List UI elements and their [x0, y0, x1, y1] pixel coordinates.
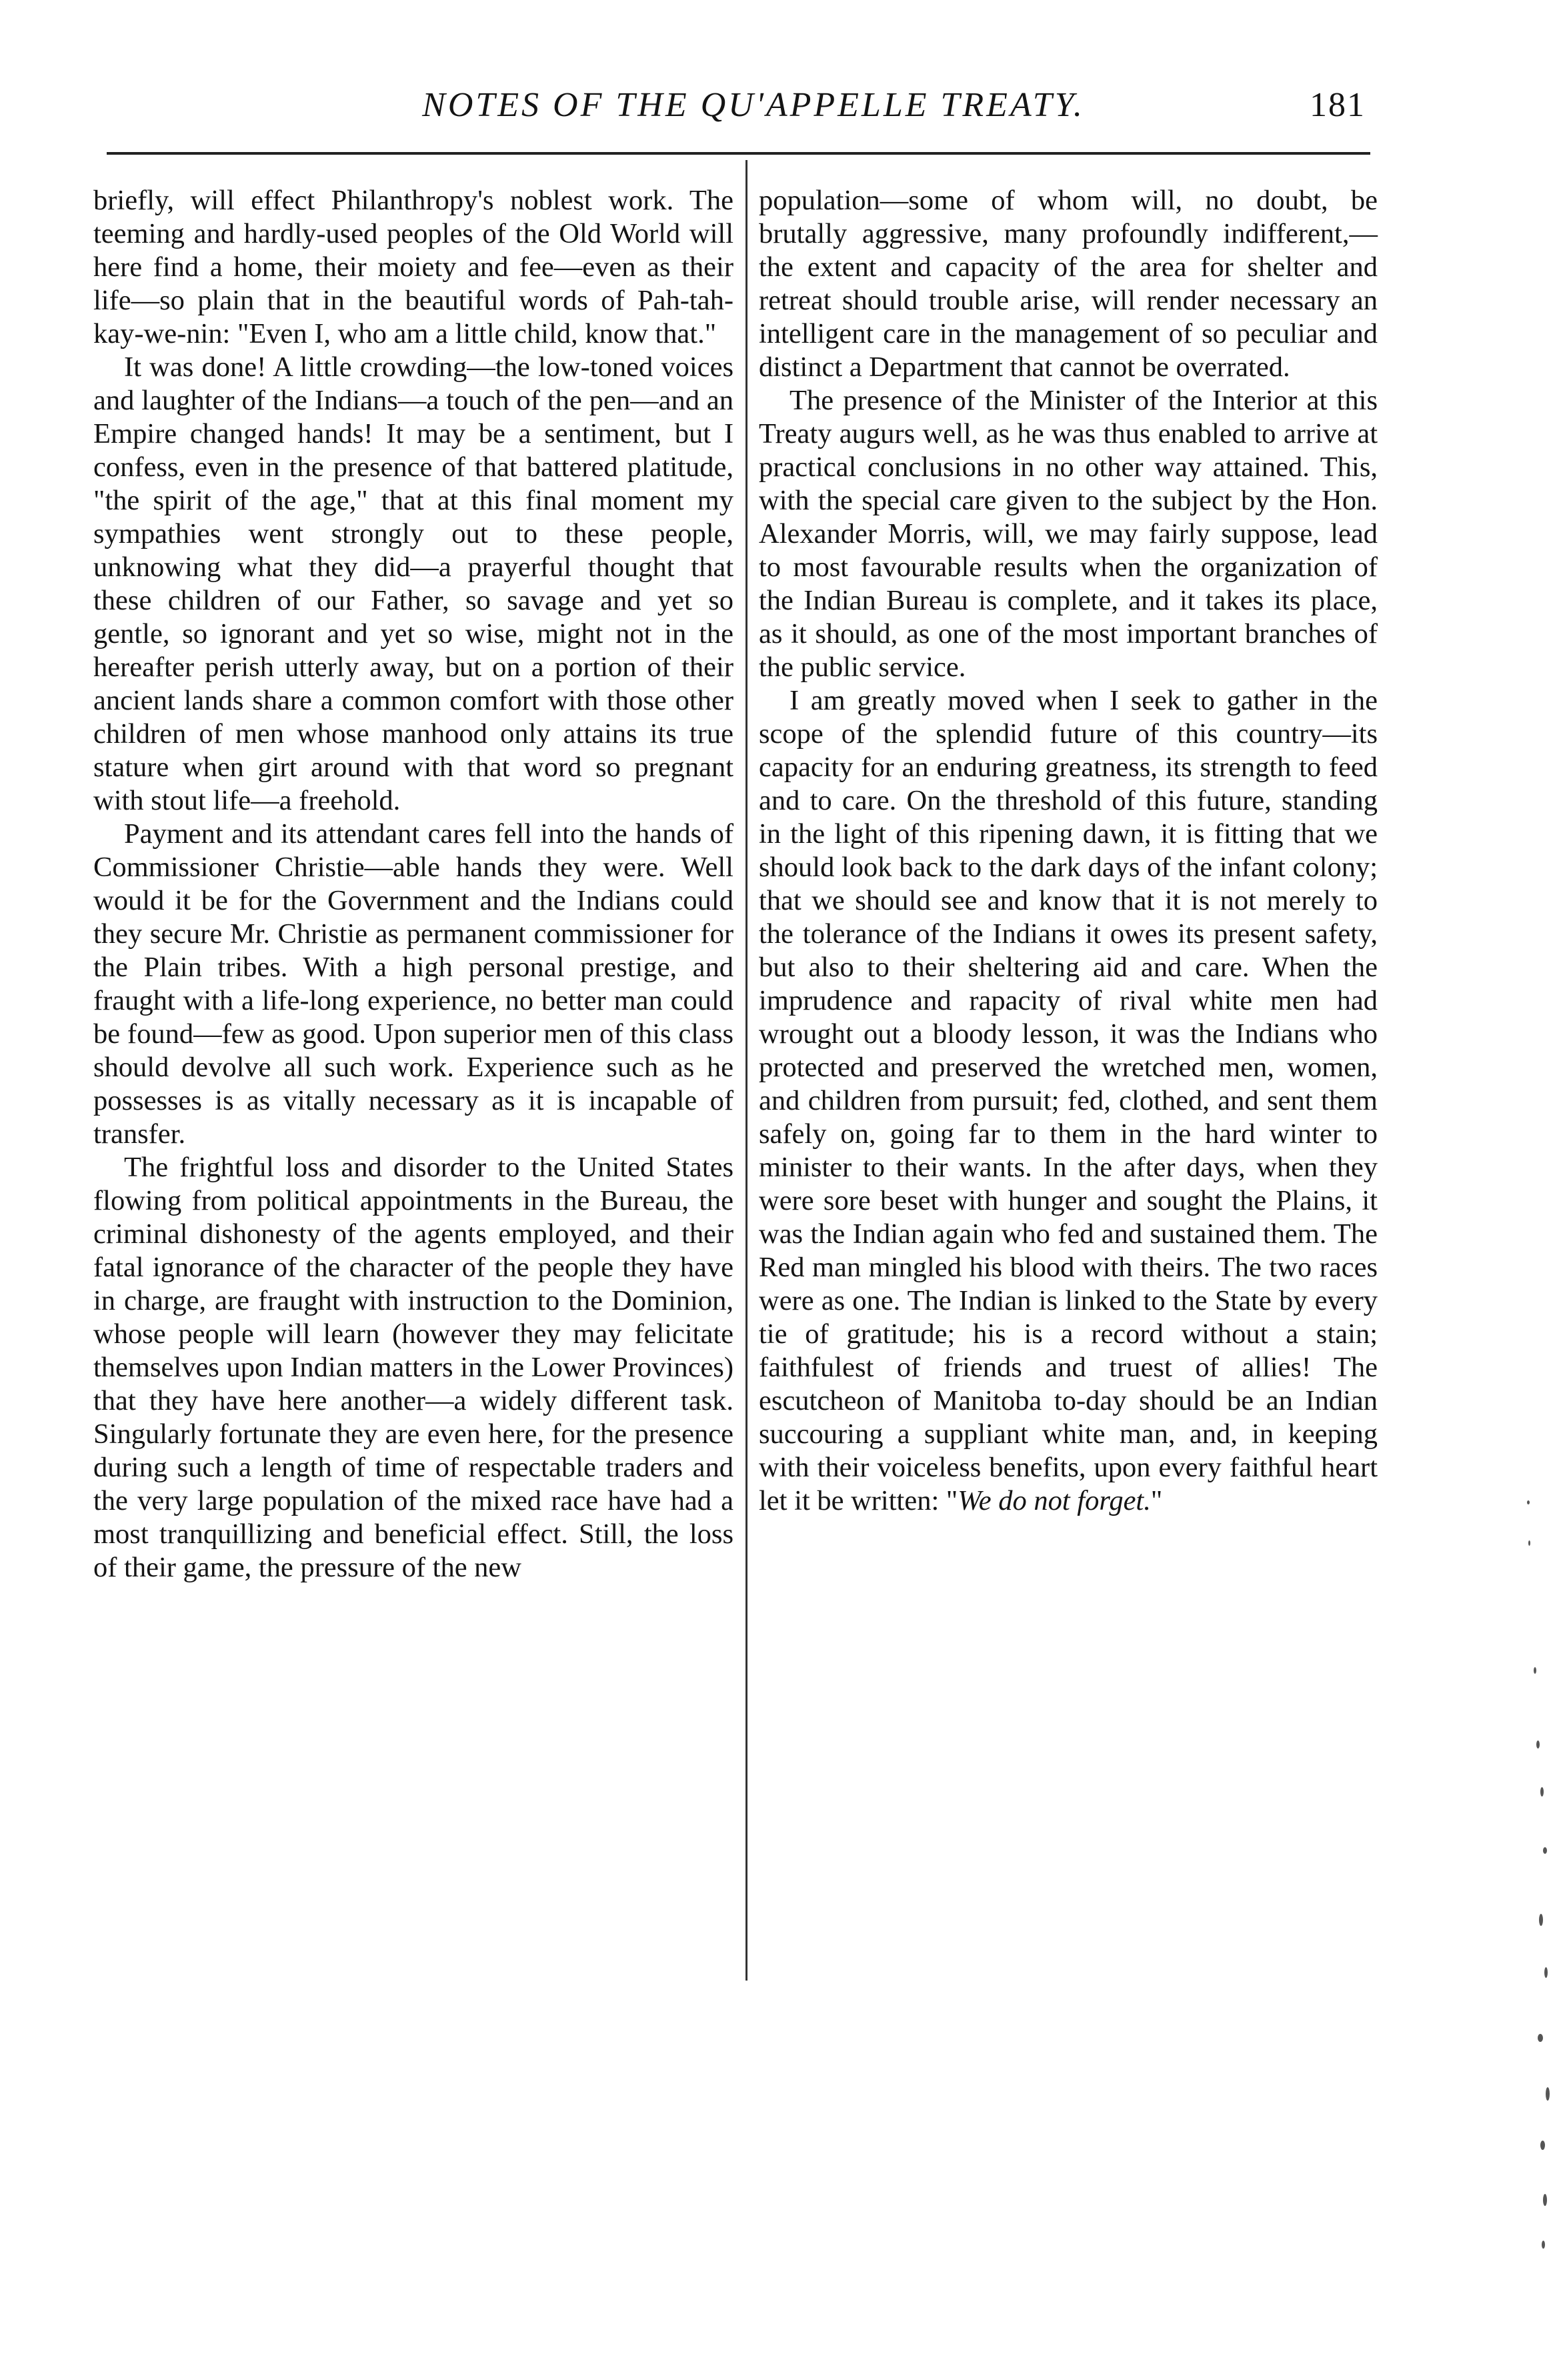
paragraph: It was done! A little crowding—the low-toned voices and laughter of the Indians—a touch of the pen—and an Empire changed hands! It may be a sentiment, but I confess, even in the presence of that battered platitude, "the spirit of the age," that at this final moment my sympathies went strongly out to these people, unknowing what they did—a prayerful thought that these children of our Father, so savage and yet so gentle, so ignorant and yet so wise, might not in the hereafter perish utterly away, but on a portion of their ancient lands share a common comfort with those other children of men whose manhood only attains its true stature when girt around with that word so pregnant with stout life—a freehold.: [93, 351, 733, 816]
speck: [1540, 1787, 1544, 1797]
paragraph: The frightful loss and disorder to the United States flowing from political appointments in the Bureau, the criminal dishonesty of the agents employed, and their fatal ignorance of the character of the people they have in charge, are fraught with instruction to the Dominion, whose people will learn (however they may felicitate themselves upon Indian matters in the Lower Provinces) that they have here another—a widely different task. Singularly fortunate they are even here, for the presence during such a length of time of respectable traders and the very large population of the mixed race have had a most tranquillizing and beneficial effect. Still, the loss of their game, the pressure of the new: [93, 1152, 733, 1583]
paragraph: The presence of the Minister of the Interior at this Treaty augurs well, as he was thus enabled to arrive at practical conclusions in no other way attained. This, with the special care given to the subject by the Hon. Alexander Morris, will, we may fairly suppose, lead to most favourable results when the organization of the Indian Bureau is complete, and it takes its place, as it should, as one of the most important branches of the public service.: [759, 385, 1378, 683]
header-rule: [107, 152, 1370, 155]
paragraph-text: I am greatly moved when I seek to gather in the scope of the splendid future of this country—its capacity for an enduring greatness, its strength to feed and to care. On the threshold of this future, standing in the light of this ripening dawn, it is fitting that we should look back to the dark days of the infant colony; that we should see and know that it is not merely to the tolerance of the Indians it owes its present safety, but also to their sheltering aid and care. When the imprudence and rapacity of rival white men had wrought out a bloody lesson, it was the Indians who protected and preserved the wretched men, women, and children from pursuit; fed, clothed, and sent them safely on, going far to them in the hard winter to minister to their wants. In the after days, when they were sore beset with hunger and sought the Plains, it was the Indian again who fed and sustained them. The Red man mingled his blood with theirs. The two races were as one. The Indian is linked to the State by every tie of gratitude; his is a record without a stain; faithfulest of friends and truest of allies! The escutcheon of Manitoba to-day should be an Indian succouring a suppliant white man, and, in keeping with their voiceless benefits, upon every faithful heart let it be written: ": [759, 685, 1378, 1516]
speck: [1536, 1740, 1540, 1748]
speck: [1543, 1847, 1547, 1854]
paragraph-final: [759, 684, 1378, 1518]
closing-quote-mark: ": [1150, 1485, 1163, 1516]
speck: [1539, 1914, 1543, 1926]
speck: [1544, 1967, 1548, 1978]
speck: [1528, 1540, 1530, 1546]
speck: [1540, 2141, 1545, 2150]
closing-quote: We do not forget.: [958, 1485, 1151, 1516]
left-column: [93, 184, 733, 1584]
paragraph: briefly, will effect Philanthropy's noblest work. The teeming and hardly-used peoples of the Old World will here find a home, their moiety and fee—even as their life—so plain that in the beautiful words of Pah-tah-kay-we-nin: "Even I, who am a little child, know that.": [93, 185, 733, 349]
paragraph: Payment and its attendant cares fell into the hands of Commissioner Christie—able hands they were. Well would it be for the Government and the Indians could they secure Mr. Christie as permanent commissioner for the Plain tribes. With a high personal prestige, and fraught with a life-long experience, no better man could be found—few as good. Upon superior men of this class should devolve all such work. Experience such as he possesses is as vitally necessary as it is incapable of transfer.: [93, 818, 733, 1150]
speck: [1543, 2194, 1547, 2206]
speck: [1527, 1500, 1530, 1504]
speck: [1546, 2087, 1550, 2101]
speck: [1534, 1667, 1536, 1674]
margin-specks: [1514, 1500, 1567, 2267]
paragraph: population—some of whom will, no doubt, be brutally aggressive, many profoundly indifferent,—the extent and capacity of the area for shelter and retreat should trouble arise, will render necessary an intelligent care in the management of so peculiar and distinct a Department that cannot be overrated.: [759, 185, 1378, 383]
running-head: [107, 79, 1374, 132]
page-number: 181: [1310, 86, 1366, 124]
column-divider: [745, 160, 747, 1981]
running-title: NOTES OF THE QU'APPELLE TREATY.: [422, 86, 1085, 124]
speck: [1538, 2034, 1543, 2042]
speck: [1542, 2241, 1545, 2249]
right-column: [759, 184, 1378, 1518]
